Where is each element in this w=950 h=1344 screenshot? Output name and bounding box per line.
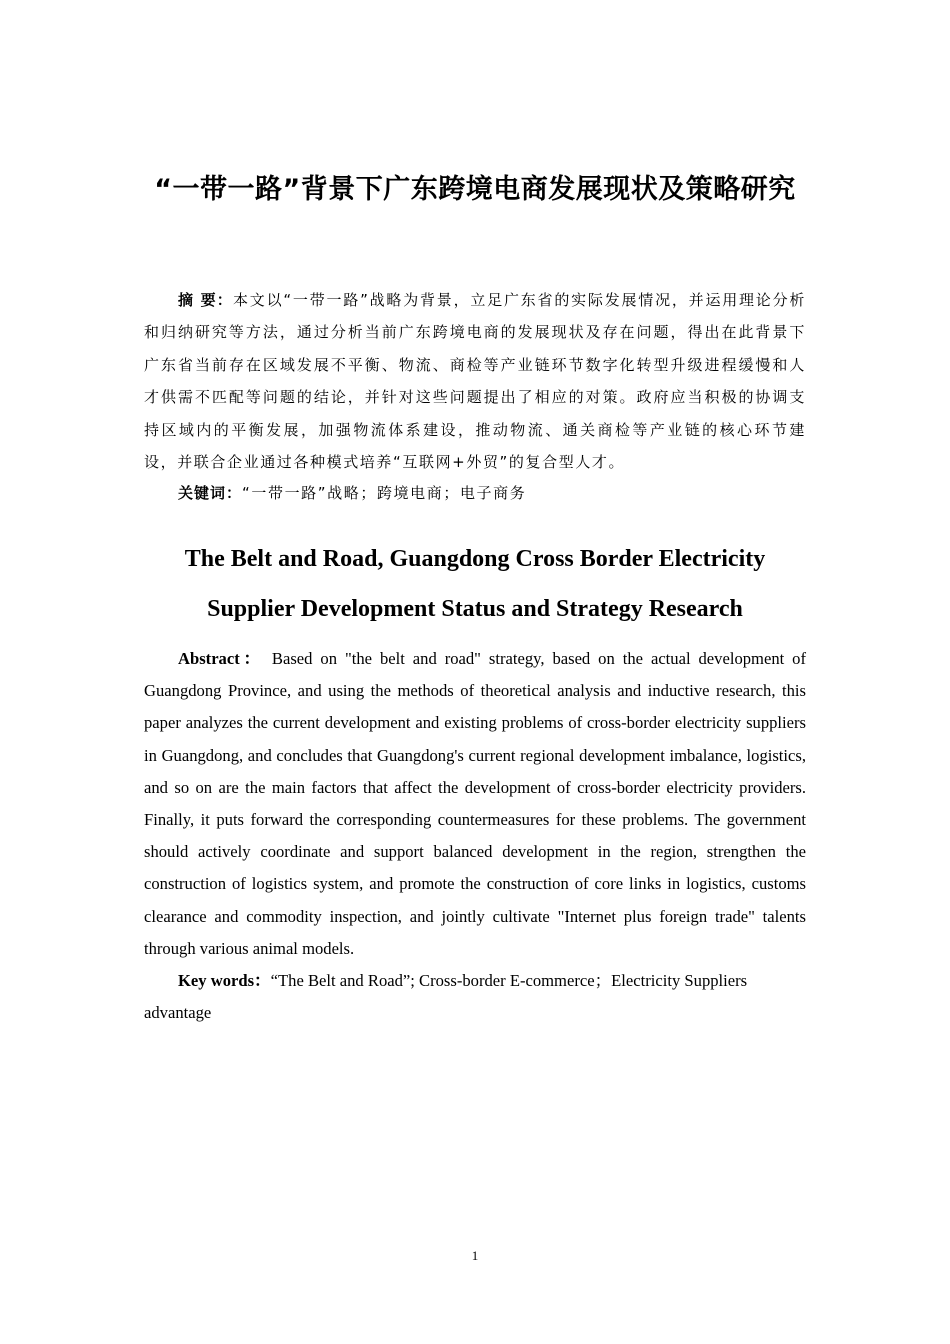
- english-abstract-label: Abstract：: [178, 649, 264, 668]
- chinese-keywords-label: 关键词：: [178, 484, 243, 502]
- english-abstract: [144, 643, 806, 965]
- english-keywords: [144, 965, 806, 1029]
- english-title: The Belt and Road, Guangdong Cross Border Electricity Supplier Development Status and Strategy Research: [184, 546, 766, 622]
- english-keywords-text: “The Belt and Road”; Cross-border E-commerce；Electricity Suppliers advantage: [144, 971, 748, 1022]
- chinese-title: “一带一路”背景下广东跨境电商发展现状及策略研究: [154, 174, 796, 205]
- chinese-abstract-text: 本文以“一带一路”战略为背景，立足广东省的实际发展情况，并运用理论分析和归纳研究等方法，通过分析当前广东跨境电商的发展现状及存在问题，得出在此背景下广东省当前存在区域发展不平衡、物流、商检等产业链环节数字化转型升级进程缓慢和人才供需不匹配等问题的结论，并针对这些问题提出了相应的对策。政府应当积极的协调支持区域内的平衡发展，加强物流体系建设，推动物流、通关商检等产业链的核心环节建设，并联合企业通过各种模式培养“互联网+外贸”的复合型人才。: [144, 291, 806, 472]
- chinese-keywords-text: “一带一路”战略；跨境电商；电子商务: [242, 484, 527, 502]
- page-number: 1: [471, 1248, 479, 1263]
- chinese-abstract: [144, 284, 806, 478]
- chinese-keywords: [144, 478, 806, 508]
- english-keywords-label: Key words：: [178, 971, 271, 990]
- english-abstract-text: Based on "the belt and road" strategy, based on the actual development of Guangdong Province, and using the methods of theoretical analysis and inductive research, this paper analyzes the current development and existing problems of cross-border electricity suppliers in Guangdong, and concludes that Guangdong's current regional development imbalance, logistics, and so on are the main factors that affect the development of cross-border electricity providers. Finally, it puts forward the corresponding countermeasures for these problems. The government should actively coordinate and support balanced development in the region, strengthen the construction of logistics system, and promote the construction of core links in logistics, customs clearance and commodity inspection, and jointly cultivate "Internet plus foreign trade" talents through various animal models.: [144, 649, 806, 958]
- chinese-abstract-label: 摘 要：: [178, 291, 233, 309]
